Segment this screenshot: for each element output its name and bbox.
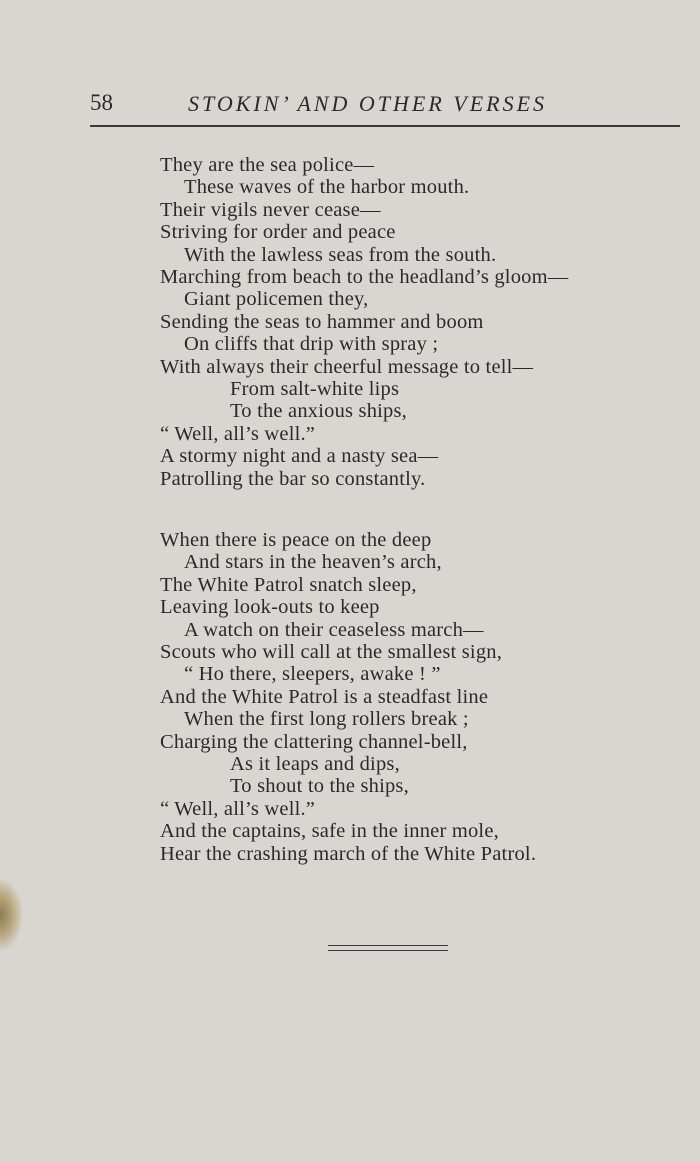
poem-line: The White Patrol snatch sleep, [160, 573, 417, 596]
poem-line: A watch on their ceaseless march— [184, 618, 484, 641]
poem-line: Leaving look-outs to keep [160, 596, 380, 619]
page-number: 58 [90, 90, 113, 115]
poem-line: With always their cheerful message to tell— [160, 355, 534, 378]
poem-line: And the captains, safe in the inner mole, [160, 820, 499, 843]
poem-line: Striving for order and peace [160, 221, 396, 244]
poem-line: To the anxious ships, [230, 400, 408, 423]
poem-line: On cliffs that drip with spray ; [184, 333, 439, 356]
poem-line: As it leaps and dips, [230, 753, 400, 776]
poem-line: From salt-white lips [230, 378, 400, 401]
poem-line: Scouts who will call at the smallest sign, [160, 641, 503, 664]
poem-line: “ Ho there, sleepers, awake ! ” [184, 663, 441, 686]
poem-line: Giant policemen they, [184, 288, 369, 311]
poem-line: These waves of the harbor mouth. [184, 176, 470, 199]
poem-line: “ Well, all’s well.” [160, 797, 316, 820]
poem-line: They are the sea police— [160, 154, 375, 176]
poem-line: Hear the crashing march of the White Patrol. [160, 842, 537, 865]
poem-line: A stormy night and a nasty sea— [160, 445, 439, 468]
end-ornament-rule [328, 945, 448, 946]
header-rule [90, 125, 680, 127]
poem-line: To shout to the ships, [230, 775, 409, 798]
running-title: STOKIN’ AND OTHER VERSES [188, 91, 548, 116]
page-edge-stain [0, 880, 22, 950]
poem-line: Marching from beach to the headland’s gloom— [160, 266, 569, 289]
poem-line: And the White Patrol is a steadfast line [160, 685, 489, 708]
poem-line: When the first long rollers break ; [184, 708, 469, 731]
poem-line: Charging the clattering channel-bell, [160, 730, 468, 753]
stanza [160, 529, 680, 865]
stanza [160, 154, 680, 490]
poem-line: Their vigils never cease— [160, 198, 381, 221]
poem-line: “ Well, all’s well.” [160, 422, 316, 445]
poem-line: And stars in the heaven’s arch, [184, 551, 442, 574]
poem-line: Sending the seas to hammer and boom [160, 310, 484, 333]
poem-line: Patrolling the bar so constantly. [160, 467, 426, 490]
poem-line: When there is peace on the deep [160, 529, 432, 551]
poem-line: With the lawless seas from the south. [184, 243, 497, 266]
